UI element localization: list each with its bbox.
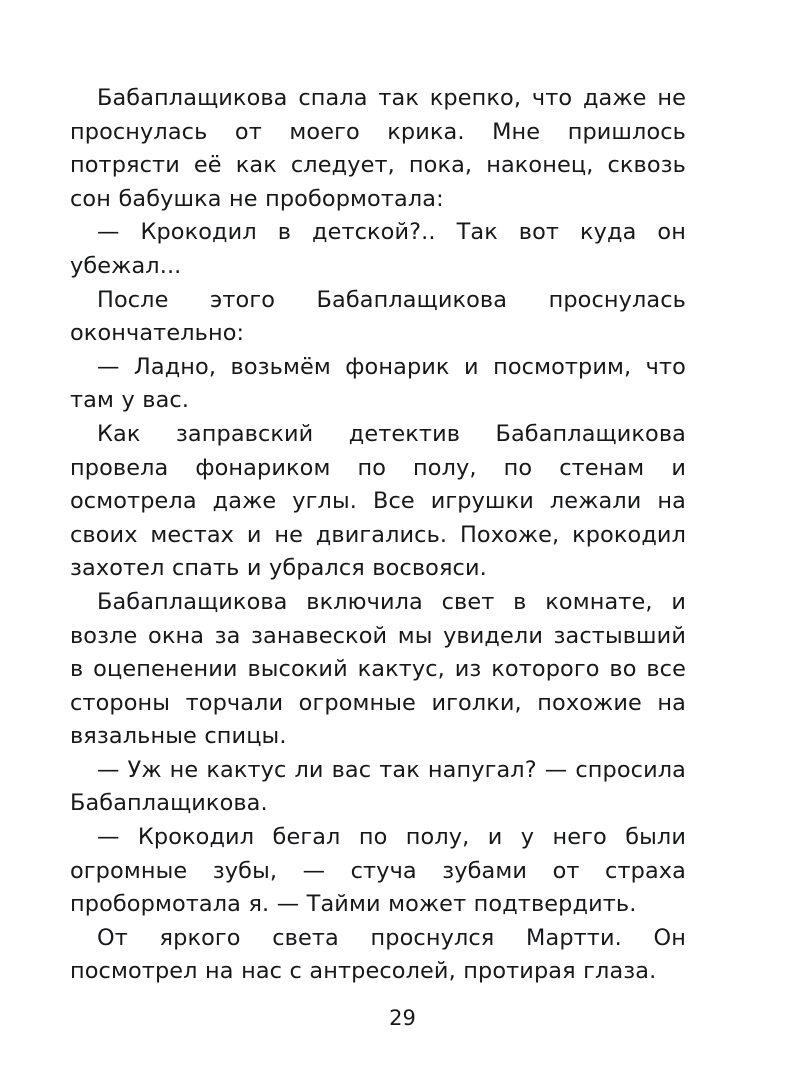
page-number: 29 [389, 1006, 416, 1030]
paragraph-dialogue: — Уж не кактус ли вас так напугал? — спросила Бабаплащикова. [70, 756, 686, 817]
paragraph: Бабаплащикова спала так крепко, что даже не проснулась от моего крика. Мне пришлось потрясти её как следует, пока, наконец, сквозь сон бабушка не пробормотала: [70, 85, 686, 212]
page-text-block [70, 82, 686, 989]
paragraph: После этого Бабаплащикова проснулась окончательно: [70, 286, 686, 347]
paragraph: Как заправский детектив Бабаплащикова провела фонариком по полу, по стенам и осмотрела даже углы. Все игрушки лежали на своих местах и не двигались. Похоже, крокодил захотел спать и убрался восвояси. [70, 420, 686, 582]
paragraph: Бабаплащикова включила свет в комнате, и возле окна за занавеской мы увидели застывший в оцепенении высокий кактус, из которого во все стороны торчали огромные иголки, похожие на вязальные спицы. [70, 588, 686, 750]
paragraph-dialogue: — Ладно, возьмём фонарик и посмотрим, что там у вас. [70, 353, 686, 414]
paragraph: От яркого света проснулся Мартти. Он посмотрел на нас с антресолей, протирая глаза. [70, 924, 686, 985]
paragraph-dialogue: — Крокодил бегал по полу, и у него были огромные зубы, — стуча зубами от страха пробормотала я. — Тайми может подтвердить. [70, 824, 686, 918]
paragraph-dialogue: — Крокодил в детской?.. Так вот куда он убежал... [70, 219, 686, 279]
